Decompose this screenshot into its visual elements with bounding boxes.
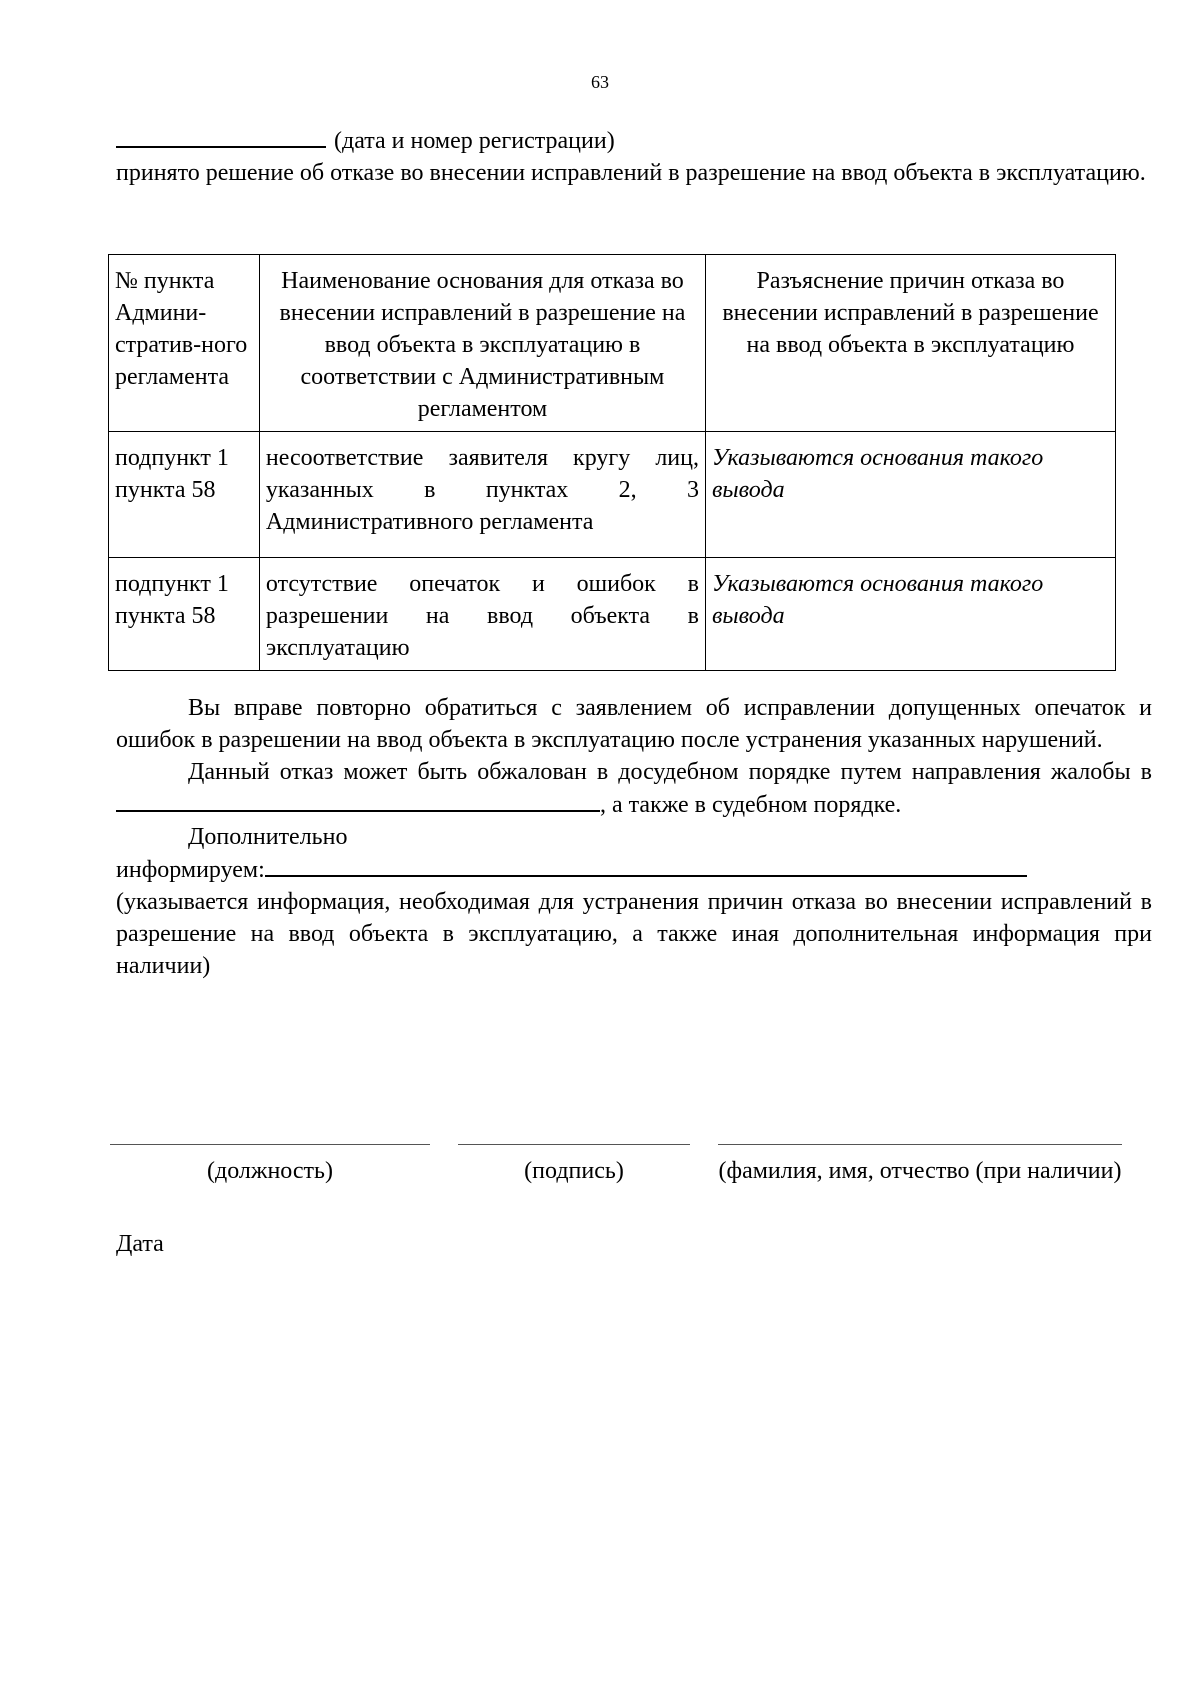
- registration-line: [116, 124, 1152, 157]
- position-field: (должность): [110, 1144, 430, 1187]
- appeal-end: , а также в судебном порядке.: [600, 792, 902, 818]
- document-body: [116, 692, 1152, 982]
- row-explanation: Указываются основания такого вывода: [705, 432, 1115, 558]
- header-clause: № пункта Админи-стратив-ного регламента: [109, 255, 260, 432]
- row-clause: подпункт 1 пункта 58: [109, 432, 260, 558]
- table-row: [109, 432, 1116, 558]
- additional-line1: Дополнительно: [188, 824, 348, 850]
- additional-line2: [116, 853, 1152, 886]
- additional-label: информируем:: [116, 857, 265, 883]
- reapply-paragraph: Вы вправе повторно обратиться с заявлением об исправлении допущенных опечаток и ошибок в разрешении на ввод объекта в эксплуатацию после устранения указанных нарушений.: [116, 695, 1152, 753]
- additional-note: (указывается информация, необходимая для устранения причин отказа во внесении исправлений в разрешение на ввод объекта в эксплуатацию, а также иная дополнительная информация при наличии): [116, 889, 1152, 979]
- header-reason: Наименование основания для отказа во внесении исправлений в разрешение на ввод объекта в эксплуатацию в соответствии с Административным регламентом: [259, 255, 705, 432]
- row-reason: отсутствие опечаток и ошибок в разрешении на ввод объекта в эксплуатацию: [259, 558, 705, 671]
- row-explanation: Указываются основания такого вывода: [705, 558, 1115, 671]
- reasons-table: [108, 254, 1116, 671]
- appeal-paragraph: [116, 756, 1152, 821]
- table-row: [109, 558, 1116, 671]
- page-number: 63: [591, 72, 609, 92]
- full-name-field: (фамилия, имя, отчество (при наличии): [718, 1144, 1122, 1187]
- additional-blank: [265, 853, 1027, 877]
- signature-field: (подпись): [458, 1144, 690, 1187]
- header-explanation: Разъяснение причин отказа во внесении исправлений в разрешение на ввод объекта в эксплуатацию: [705, 255, 1115, 432]
- registration-blank: [116, 124, 326, 148]
- registration-label: (дата и номер регистрации): [334, 128, 615, 154]
- appeal-start: Данный отказ может быть обжалован в досудебном порядке путем направления жалобы в: [188, 759, 1152, 785]
- row-reason: несоответствие заявителя кругу лиц, указанных в пунктах 2, 3 Административного регламента: [259, 432, 705, 558]
- document-header: [116, 124, 1152, 189]
- decision-text: принято решение об отказе во внесении исправлений в разрешение на ввод объекта в эксплуатацию.: [116, 160, 1146, 186]
- appeal-blank: [116, 788, 600, 812]
- date-label: Дата: [116, 1231, 164, 1257]
- table-header-row: [109, 255, 1116, 432]
- row-clause: подпункт 1 пункта 58: [109, 558, 260, 671]
